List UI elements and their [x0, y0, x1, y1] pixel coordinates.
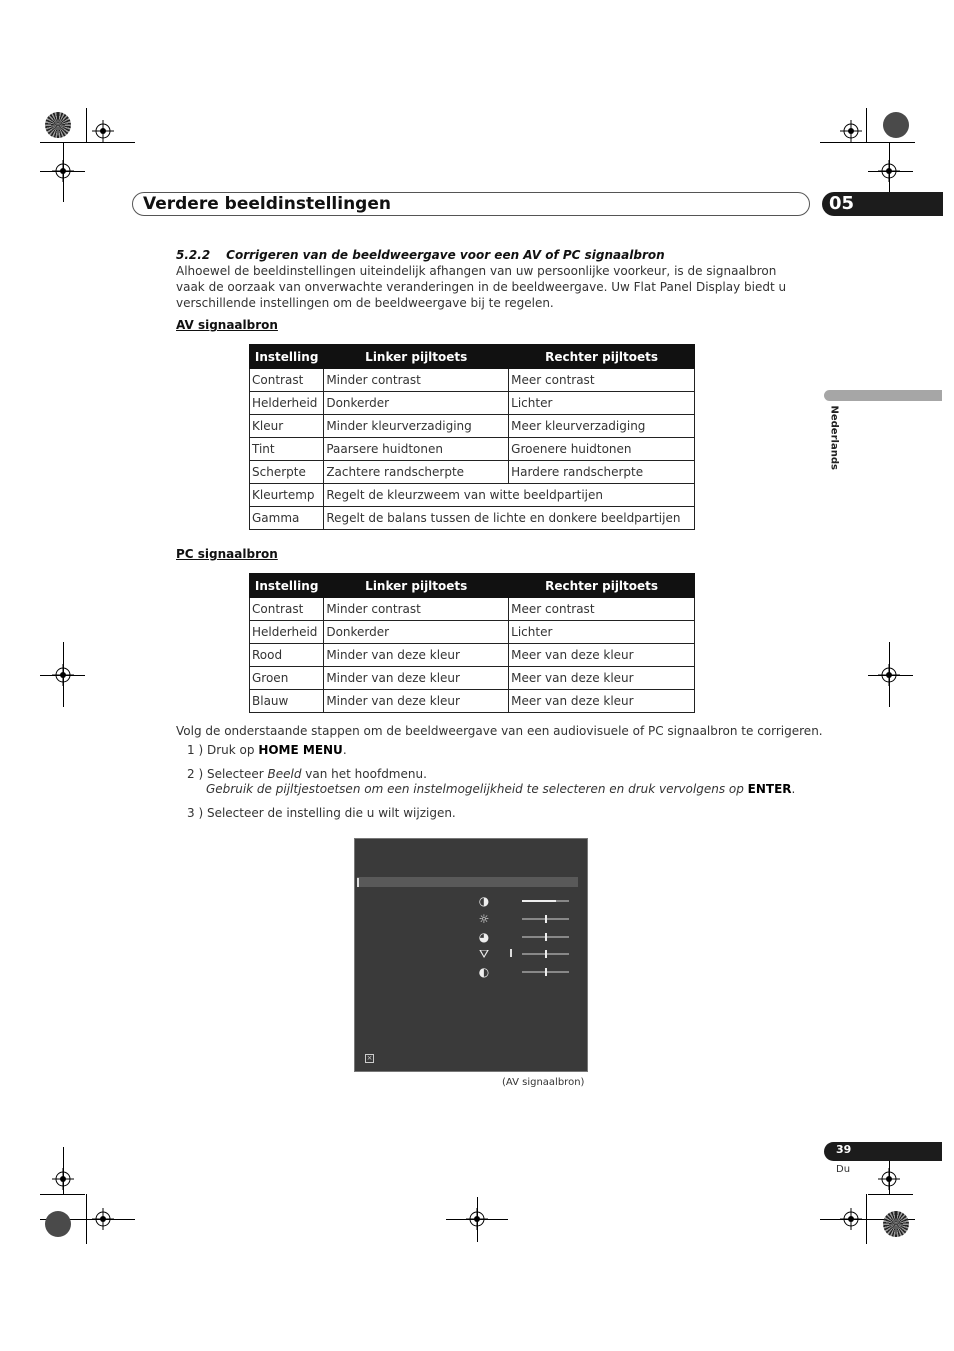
table-cell: Helderheid: [250, 392, 324, 415]
step-text: Selecteer: [206, 767, 264, 781]
color-icon: ◕: [478, 930, 490, 944]
slider-knob: [545, 968, 547, 976]
step-punct: .: [791, 782, 796, 796]
column-header: Rechter pijltoets: [509, 345, 695, 369]
language-code: Du: [836, 1164, 851, 1175]
av-settings-table: [249, 344, 695, 530]
table-cell: Donkerder: [324, 621, 509, 644]
table-cell: Contrast: [250, 598, 324, 621]
section-heading: [176, 248, 665, 262]
language-label: Nederlands: [828, 405, 840, 470]
table-cell: Meer van deze kleur: [509, 644, 695, 667]
contrast-icon: ◑: [478, 894, 490, 908]
key-name: HOME MENU: [258, 743, 343, 757]
table-row: [250, 461, 695, 484]
table-cell: Helderheid: [250, 621, 324, 644]
table-row: [250, 690, 695, 713]
section-number: 5.2.2: [176, 248, 211, 262]
menu-name: Beeld: [267, 767, 302, 781]
registration-target-icon: [840, 1208, 862, 1230]
table-cell: Meer contrast: [509, 598, 695, 621]
registration-target-icon: [92, 1208, 114, 1230]
step-2: [187, 767, 427, 781]
osd-slider: [522, 918, 569, 920]
registration-target-icon: [52, 664, 74, 686]
table-cell: Groen: [250, 667, 324, 690]
step-3: [187, 806, 456, 820]
table-cell: Minder van deze kleur: [324, 644, 509, 667]
page-title: Verdere beeldinstellingen: [143, 194, 391, 214]
table-cell: Minder contrast: [324, 369, 509, 392]
note-text: Gebruik de pijltjestoetsen om een instelmogelijkheid te selecteren en druk vervolgens op: [206, 782, 744, 796]
step-1: [187, 743, 347, 757]
table-cell: Tint: [250, 438, 324, 461]
table-row: [250, 415, 695, 438]
table-row: [250, 484, 695, 507]
table-cell: Lichter: [509, 392, 695, 415]
step-number: 1 ): [187, 743, 204, 757]
step-number: 3 ): [187, 806, 204, 820]
step-2-note: [206, 782, 795, 796]
table-cell: Contrast: [250, 369, 324, 392]
table-cell: Meer van deze kleur: [509, 667, 695, 690]
table-row: [250, 667, 695, 690]
table-cell: Kleur: [250, 415, 324, 438]
table-cell: Minder contrast: [324, 598, 509, 621]
table-cell: Donkerder: [324, 392, 509, 415]
table-cell: Meer van deze kleur: [509, 690, 695, 713]
table-row: [250, 438, 695, 461]
chapter-number-tab: [822, 192, 943, 216]
section-title: Corrigeren van de beeldweergave voor een AV of PC signaalbron: [226, 248, 665, 262]
step-text-end: van het hoofdmenu.: [305, 767, 427, 781]
tint-icon: ⛛: [478, 947, 490, 961]
av-table-heading: AV signaalbron: [176, 318, 278, 332]
table-cell: Groenere huidtonen: [509, 438, 695, 461]
color-disc-icon: [45, 1211, 71, 1237]
color-disc-icon: [883, 112, 909, 138]
osd-slider: [522, 953, 569, 955]
column-header: Rechter pijltoets: [509, 574, 695, 598]
registration-target-icon: [52, 1168, 74, 1190]
table-cell: Minder kleurverzadiging: [324, 415, 509, 438]
step-text: Selecteer de instelling die u wilt wijzigen.: [206, 806, 456, 820]
table-cell: Hardere randscherpte: [509, 461, 695, 484]
column-header: Instelling: [250, 574, 324, 598]
osd-slider: [522, 936, 569, 938]
color-disc-icon: [45, 112, 71, 138]
figure-caption: (AV signaalbron): [502, 1077, 585, 1088]
language-tab: [824, 390, 942, 401]
table-cell: Kleurtemp: [250, 484, 324, 507]
table-cell: Gamma: [250, 507, 324, 530]
pc-table-heading: PC signaalbron: [176, 547, 278, 561]
table-header-row: [250, 345, 695, 369]
step-punct: .: [342, 743, 347, 757]
table-cell: Meer kleurverzadiging: [509, 415, 695, 438]
registration-target-icon: [52, 160, 74, 182]
slider-knob: [545, 915, 547, 923]
slider-knob: [545, 950, 547, 958]
table-row: [250, 598, 695, 621]
table-cell-merged: Regelt de kleurzweem van witte beeldpartijen: [324, 484, 695, 507]
table-cell-merged: Regelt de balans tussen de lichte en donkere beeldpartijen: [324, 507, 695, 530]
column-header: Linker pijltoets: [324, 574, 509, 598]
brightness-icon: ☼: [478, 912, 490, 926]
column-header: Linker pijltoets: [324, 345, 509, 369]
table-row: [250, 644, 695, 667]
chapter-title-bar: [132, 192, 810, 216]
table-cell: Scherpte: [250, 461, 324, 484]
table-row: [250, 369, 695, 392]
registration-target-icon: [878, 664, 900, 686]
registration-target-icon: [878, 1168, 900, 1190]
table-row: [250, 392, 695, 415]
registration-target-icon: [466, 1208, 488, 1230]
table-row: [250, 621, 695, 644]
table-row: [250, 507, 695, 530]
table-cell: Blauw: [250, 690, 324, 713]
slider-knob: [545, 933, 547, 941]
registration-target-icon: [840, 120, 862, 142]
column-header: Instelling: [250, 345, 324, 369]
close-icon: ×: [366, 1054, 373, 1062]
table-cell: Minder van deze kleur: [324, 667, 509, 690]
table-cell: Zachtere randscherpte: [324, 461, 509, 484]
osd-screen: [354, 838, 588, 1072]
key-name: ENTER: [747, 782, 792, 796]
table-cell: Minder van deze kleur: [324, 690, 509, 713]
chapter-number: 05: [829, 193, 855, 214]
step-number: 2 ): [187, 767, 204, 781]
table-cell: Paarsere huidtonen: [324, 438, 509, 461]
osd-slider: [522, 971, 569, 973]
table-cell: Lichter: [509, 621, 695, 644]
color-disc-icon: [883, 1211, 909, 1237]
page-number: 39: [836, 1143, 852, 1156]
tint-marker: [510, 949, 512, 957]
table-header-row: [250, 574, 695, 598]
osd-cursor: [357, 878, 359, 887]
section-intro: Alhoewel de beeldinstellingen uiteindelijk afhangen van uw persoonlijke voorkeur, is de signaalbron vaak de oorzaak van onverwachte veranderingen in de beeldweergave. Uw Flat Panel Display biedt u verschillende instellingen om de beeldweergave bij te regelen.: [176, 264, 787, 310]
registration-target-icon: [878, 160, 900, 182]
slider-fill: [522, 900, 556, 902]
pc-settings-table: [249, 573, 695, 713]
registration-target-icon: [92, 120, 114, 142]
osd-selected-row: [357, 877, 578, 887]
sharpness-icon: ◐: [478, 965, 490, 979]
step-text: Druk op: [206, 743, 255, 757]
page-number-tab: [824, 1142, 942, 1161]
steps-intro: Volg de onderstaande stappen om de beeldweergave van een audiovisuele of PC signaalbron te corrigeren.: [176, 724, 823, 738]
table-cell: Rood: [250, 644, 324, 667]
table-cell: Meer contrast: [509, 369, 695, 392]
osd-slider: [522, 900, 569, 902]
